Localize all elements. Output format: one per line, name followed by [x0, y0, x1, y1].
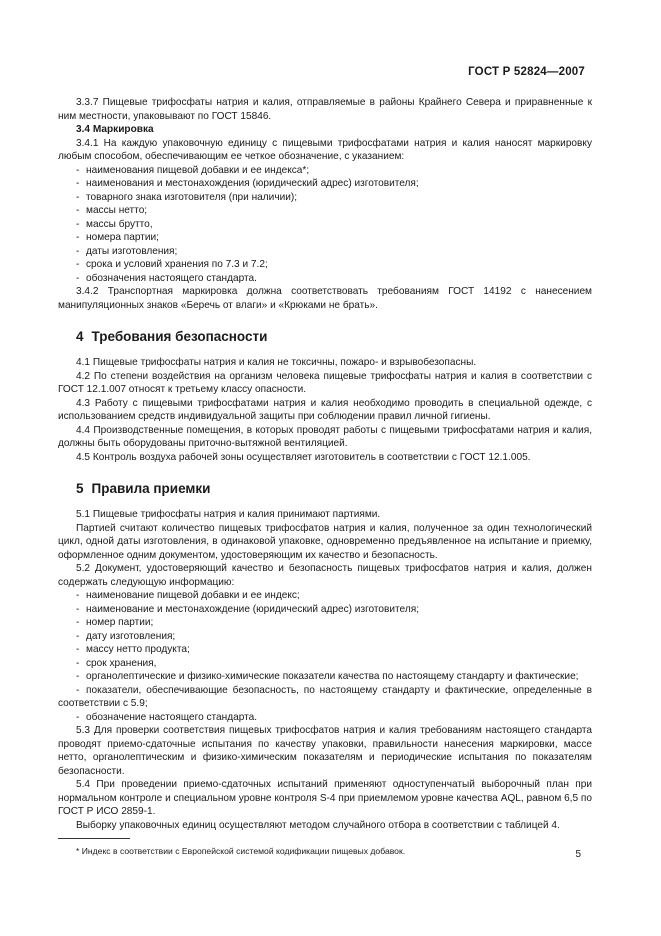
- list-item-text: номер партии;: [86, 617, 154, 628]
- list-item: [58, 657, 592, 671]
- list-bullet: -: [76, 630, 80, 642]
- list-bullet: -: [76, 245, 80, 257]
- list-item-text: массы брутто,: [86, 218, 153, 230]
- paragraph: 5.2 Документ, удостоверяющий качество и безопасность пищевых трифосфатов натрия и калия, должен содержать следующую информацию:: [58, 563, 592, 588]
- list-item: [58, 231, 592, 245]
- list-item-text: массу нетто продукта;: [86, 644, 190, 655]
- paragraph: 5.4 При проведении приемо-сдаточных испытаний применяют одноступенчатый выборочный план при нормальном контроле и специальном уровне контроля S-4 при приемлемом уровне качества AQL, равном 6,5 по ГОСТ Р ИСО 2859-1.: [58, 779, 592, 817]
- list-item-text: наименования пищевой добавки и ее индекса*;: [86, 164, 310, 176]
- list-bullet: -: [76, 603, 80, 615]
- paragraph: 3.4.2 Транспортная маркировка должна соответствовать требованиям ГОСТ 14192 с нанесением манипуляционных знаков «Беречь от влаги» и «Крюками не брать».: [58, 286, 592, 311]
- list-item-text: наименование и местонахождение (юридический адрес) изготовителя;: [86, 603, 419, 615]
- page-header: ГОСТ Р 52824—2007: [468, 66, 585, 78]
- list-item-text: массы нетто;: [86, 205, 148, 216]
- list-item: [58, 670, 592, 684]
- list-item-text: обозначение настоящего стандарта.: [86, 711, 258, 723]
- list-item-text: дату изготовления;: [86, 630, 176, 642]
- list-item-text: номера партии;: [86, 232, 159, 243]
- paragraph: 3.4.1 На каждую упаковочную единицу с пищевыми трифосфатами натрия и калия наносят маркировку любым способом, обеспечивающим ее четкое обозначение, с указанием:: [58, 137, 592, 162]
- list-bullet: -: [76, 657, 80, 669]
- list-item: [58, 616, 592, 630]
- list-item-text: даты изготовления;: [86, 245, 178, 257]
- list-item: [58, 603, 592, 617]
- list-item: [58, 218, 592, 232]
- section-number: 4: [76, 329, 84, 344]
- spacer: [58, 345, 592, 356]
- list-bullet: -: [76, 671, 80, 682]
- paragraph: 4.3 Работу с пищевыми трифосфатами натрия и калия необходимо проводить в специальной одежде, с использованием средств индивидуальной защиты при соблюдении правил личной гигиены.: [58, 397, 592, 422]
- section-heading: [58, 329, 592, 345]
- list-item: [58, 589, 592, 603]
- list-bullet: -: [76, 272, 80, 284]
- list-item: [58, 245, 592, 259]
- paragraph: 4.4 Производственные помещения, в которых проводят работы с пищевыми трифосфатами натрия и калия, должны быть оборудованы приточно-вытяжной вентиляцией.: [58, 424, 592, 449]
- list-item: [58, 177, 592, 191]
- list-bullet: -: [76, 259, 80, 270]
- spacer: [58, 464, 592, 481]
- list-item: [58, 643, 592, 657]
- section-title: Правила приемки: [91, 481, 211, 496]
- paragraph: Партией считают количество пищевых трифосфатов натрия и калия, полученное за один технологический цикл, одной даты изготовления, в одинаковой упаковке, одновременно предъявленное на испытание и приемку, оформленное одним документом, удостоверяющим их качество и безопасность.: [58, 522, 592, 561]
- list-bullet: -: [76, 644, 80, 655]
- list-item-text: срок хранения,: [86, 657, 157, 669]
- list-item-text: срока и условий хранения по 7.3 и 7.2;: [86, 259, 268, 270]
- page-number: 5: [575, 849, 581, 860]
- list-item: [58, 630, 592, 644]
- section-heading: [58, 481, 592, 497]
- list-item-text: наименование пищевой добавки и ее индекс;: [86, 590, 300, 601]
- list-bullet: -: [76, 617, 80, 628]
- list-item-text: наименования и местонахождения (юридический адрес) изготовителя;: [86, 178, 419, 189]
- list-bullet: -: [76, 164, 80, 176]
- list-item: [58, 684, 592, 711]
- paragraph: 4.1 Пищевые трифосфаты натрия и калия не токсичны, пожаро- и взрывобезопасны.: [76, 357, 477, 368]
- list-item-text: показатели, обеспечивающие безопасность, по настоящему стандарту и фактические, определенные в соответствии с 5.9;: [58, 684, 592, 709]
- footnote-divider: [58, 838, 130, 839]
- paragraph: 3.3.7 Пищевые трифосфаты натрия и калия, отправляемые в районы Крайнего Севера и приравненные к ним местности, упаковывают по ГОСТ 15846.: [58, 97, 592, 122]
- list-bullet: -: [76, 684, 80, 696]
- list-bullet: -: [76, 232, 80, 243]
- list-item-text: обозначения настоящего стандарта.: [86, 272, 257, 284]
- list-bullet: -: [76, 711, 80, 723]
- spacer: [58, 497, 592, 508]
- paragraph: 4.2 По степени воздействия на организм человека пищевые трифосфаты натрия и калия в соответствии с ГОСТ 12.1.007 относят к третьему классу опасности.: [58, 370, 592, 395]
- list-item: [58, 711, 592, 725]
- list-bullet: -: [76, 218, 80, 230]
- list-item: [58, 272, 592, 286]
- paragraph: Выборку упаковочных единиц осуществляют методом случайного отбора в соответствии с таблицей 4.: [76, 819, 560, 831]
- paragraph: 5.1 Пищевые трифосфаты натрия и калия принимают партиями.: [76, 509, 381, 520]
- list-item: [58, 204, 592, 218]
- list-bullet: -: [76, 191, 80, 203]
- list-item-text: органолептические и физико-химические показатели качества по настоящему стандарту и фактические;: [86, 671, 579, 682]
- section-number: 5: [76, 481, 84, 496]
- spacer: [58, 312, 592, 329]
- list-item: [58, 191, 592, 205]
- footnote: * Индекс в соответствии с Европейской системой кодификации пищевых добавок.: [76, 846, 406, 856]
- paragraph: 4.5 Контроль воздуха рабочей зоны осуществляет изготовитель в соответствии с ГОСТ 12.1.005.: [76, 451, 531, 463]
- subsection-heading: 3.4 Маркировка: [76, 124, 154, 135]
- paragraph: 5.3 Для проверки соответствия пищевых трифосфатов натрия и калия требованиям настоящего стандарта проводят приемо-сдаточные испытания по качеству упаковки, правильности нанесения маркировки, массе нетто, органолептическим и физико-химическим показателям и периодические испытания по показателям безопасности.: [58, 725, 592, 777]
- page-content: [58, 96, 592, 857]
- list-bullet: -: [76, 590, 80, 601]
- list-bullet: -: [76, 178, 80, 189]
- list-item-text: товарного знака изготовителя (при наличии);: [86, 191, 298, 203]
- section-title: Требования безопасности: [91, 329, 268, 344]
- list-item: [58, 258, 592, 272]
- list-item: [58, 164, 592, 178]
- list-bullet: -: [76, 205, 80, 216]
